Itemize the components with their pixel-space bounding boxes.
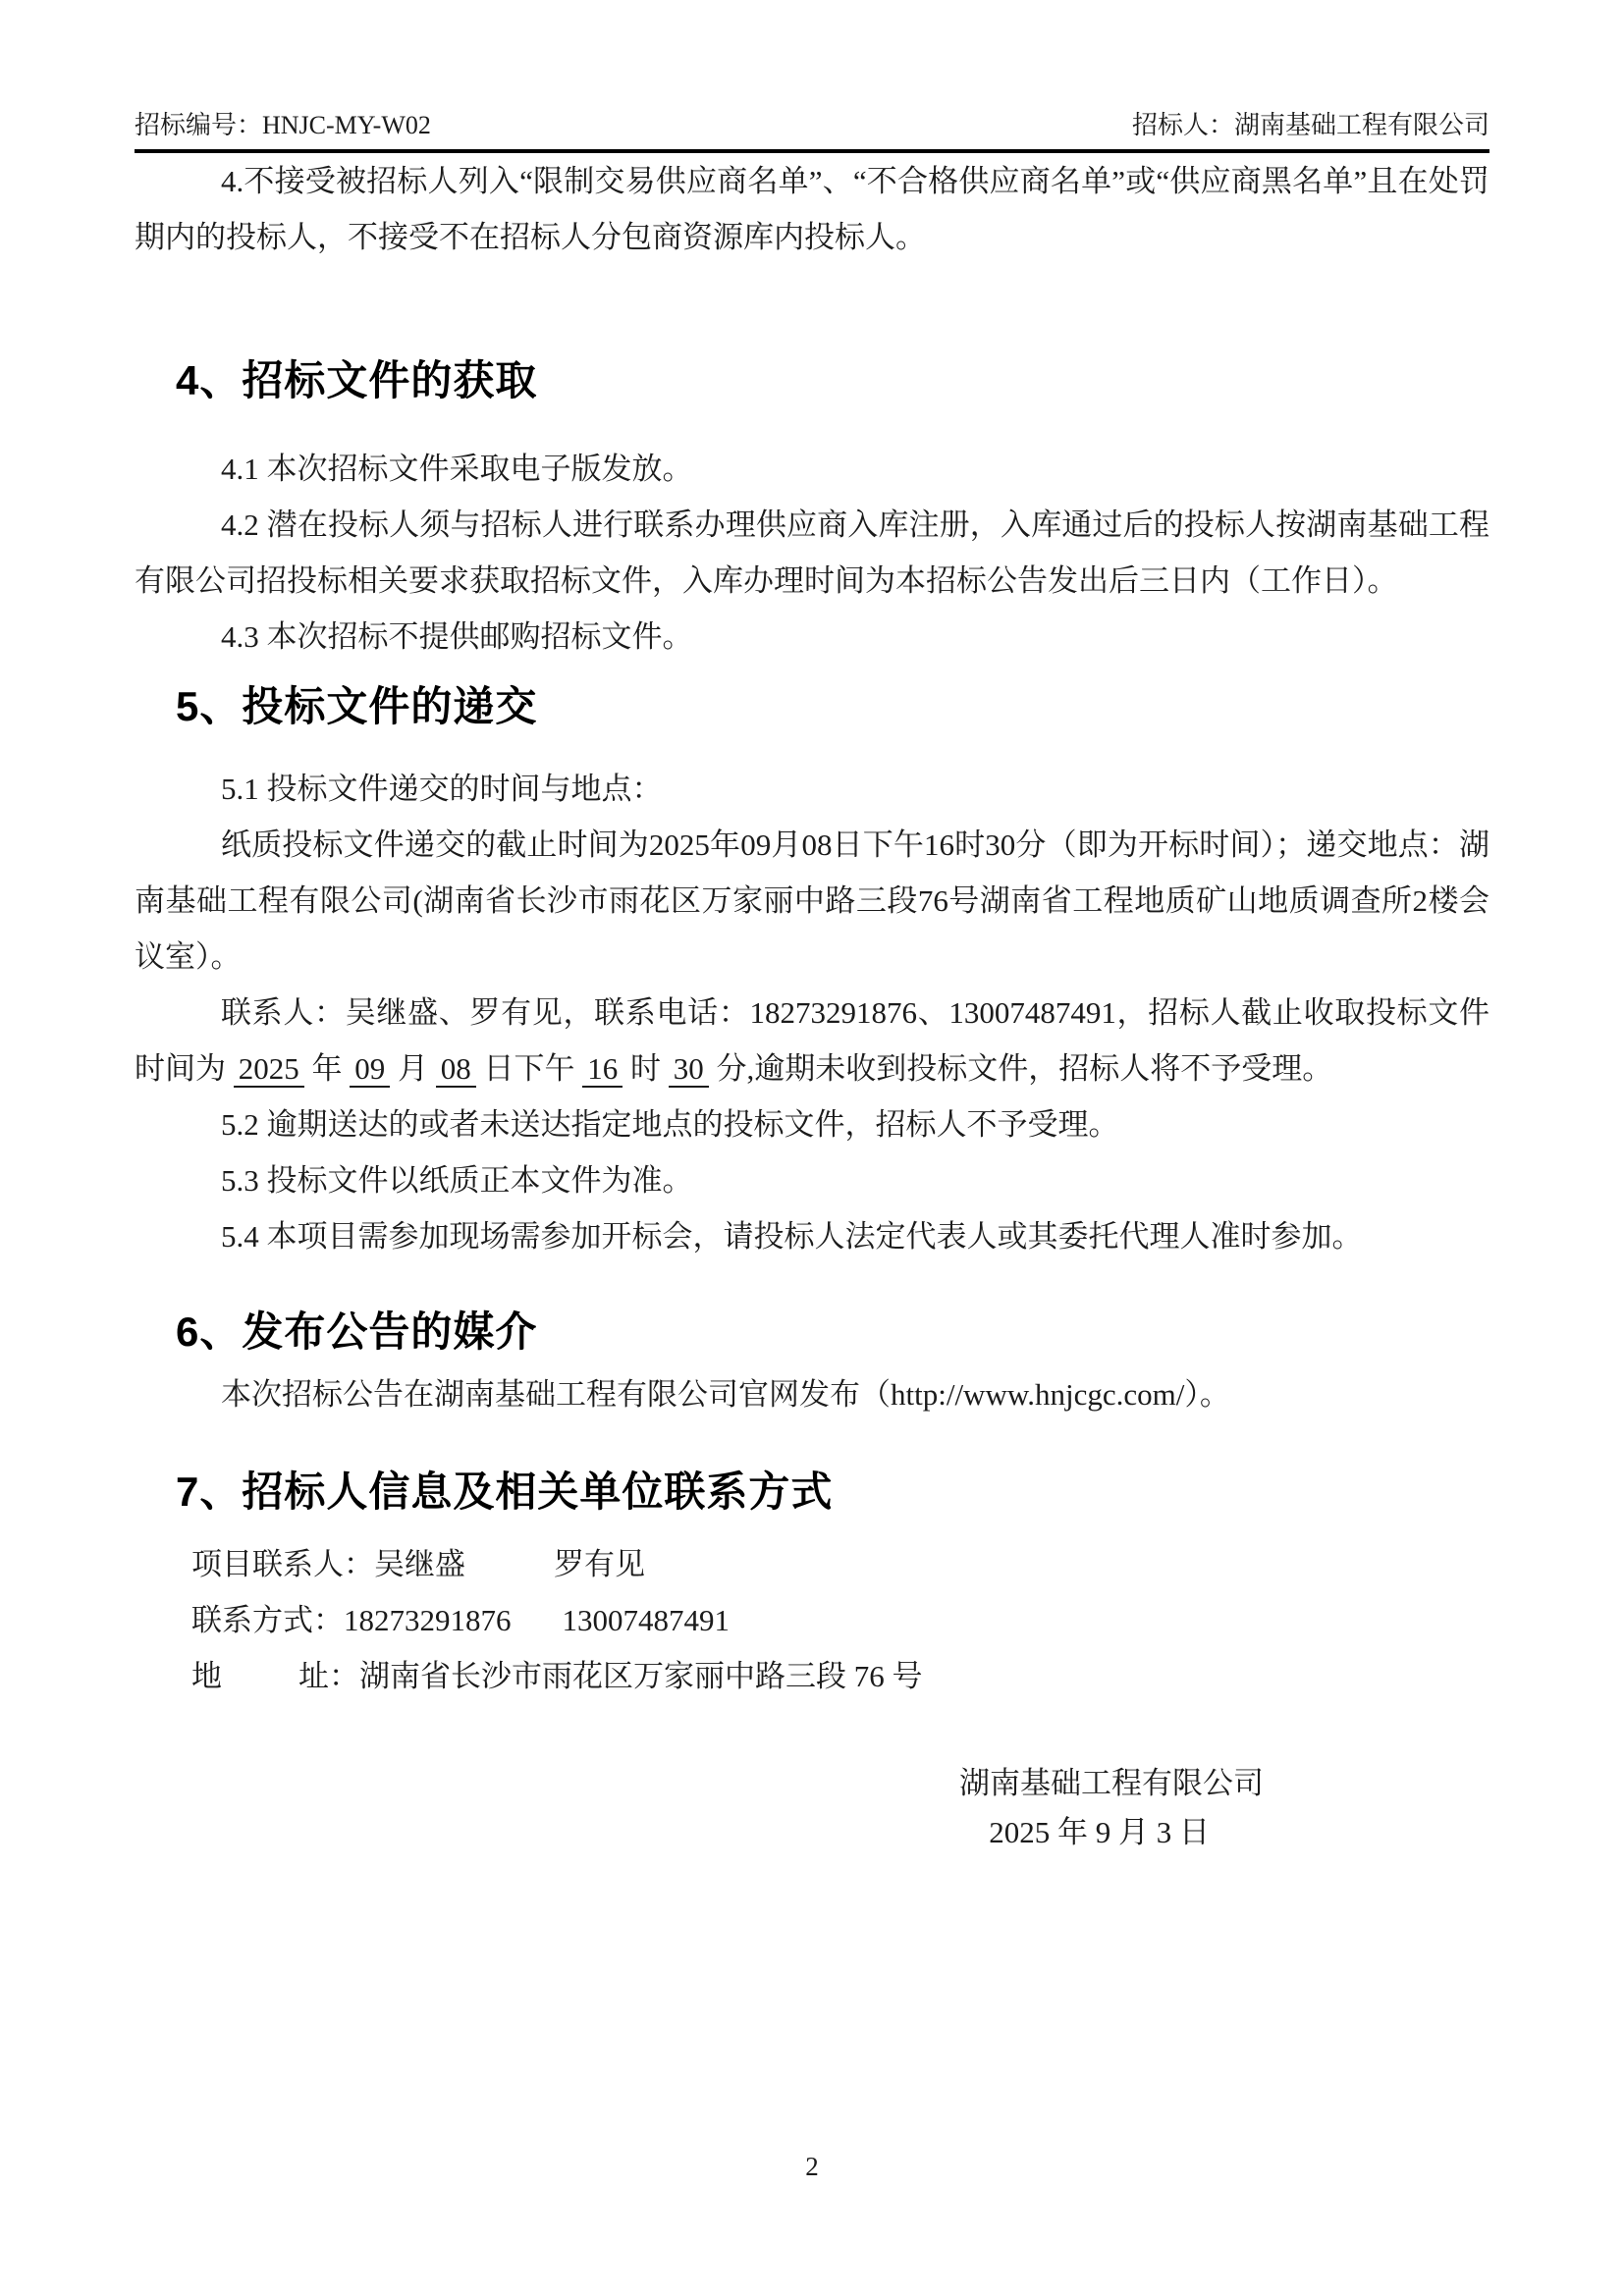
- intro-paragraph: 4.不接受被招标人列入“限制交易供应商名单”、“不合格供应商名单”或“供应商黑名单”且在处罚期内的投标人，不接受不在招标人分包商资源库内投标人。: [135, 164, 1489, 254]
- contact-phone-1: 18273291876: [344, 1603, 512, 1637]
- header-tender-number: 招标编号：HNJC-MY-W02: [135, 111, 431, 139]
- page-header: [135, 110, 1489, 153]
- project-contact-label: 项目联系人：: [191, 1547, 374, 1581]
- section-5-heading: 5、投标文件的递交: [176, 683, 538, 729]
- contact-phone-2: 13007487491: [562, 1603, 730, 1637]
- para-6-1: 本次招标公告在湖南基础工程有限公司官网发布（http://www.hnjcgc.com/）。: [221, 1377, 1230, 1412]
- deadline-sep-day: 日下午: [475, 1051, 583, 1086]
- header-tenderer-name: 招标人：湖南基础工程有限公司: [1131, 111, 1489, 139]
- deadline-hour: 16: [582, 1051, 623, 1088]
- para-5-3: 5.3 投标文件以纸质正本文件为准。: [221, 1163, 693, 1198]
- deadline-day: 08: [436, 1051, 476, 1088]
- page-number: 2: [805, 2152, 819, 2181]
- address-label-b: 址：: [298, 1659, 359, 1693]
- para-5-4: 5.4 本项目需参加现场需参加开标会，请投标人法定代表人或其委托代理人准时参加。: [221, 1219, 1363, 1254]
- deadline-month: 09: [350, 1051, 390, 1088]
- document-body: [135, 153, 1489, 1857]
- contact-phone-label: 联系方式：: [191, 1603, 344, 1637]
- signature-company: 湖南基础工程有限公司: [959, 1766, 1264, 1800]
- para-4-3: 4.3 本次招标不提供邮购招标文件。: [221, 619, 693, 654]
- address-label-a: 地: [191, 1659, 222, 1693]
- contact-deadline-text: 联系人：吴继盛、罗有见，联系电话：18273291876、13007487491，招标人截止收取投标文件时间为: [135, 995, 1489, 1086]
- project-contact-name-1: 吴继盛: [374, 1547, 465, 1581]
- para-5-1: 5.1 投标文件递交的时间与地点：: [221, 772, 663, 806]
- deadline-sep-year: 年: [303, 1051, 351, 1086]
- para-5-2: 5.2 逾期送达的或者未送达指定地点的投标文件，招标人不予受理。: [221, 1107, 1119, 1142]
- deadline-tail-text: 分,逾期未收到投标文件，招标人将不予受理。: [708, 1051, 1333, 1086]
- deadline-sep-hour: 时: [623, 1051, 669, 1086]
- contact-phone-row: [135, 1592, 1489, 1648]
- project-contact-row: [135, 1536, 1489, 1592]
- para-4-1: 4.1 本次招标文件采取电子版发放。: [221, 452, 693, 486]
- deadline-sep-month: 月: [390, 1051, 436, 1086]
- para-5-submission-deadline: 纸质投标文件递交的截止时间为2025年09月08日下午16时30分（即为开标时间）；递交地点：湖南基础工程有限公司(湖南省长沙市雨花区万家丽中路三段76号湖南省工程地质矿山地质调查所2楼会议室）。: [135, 828, 1489, 974]
- deadline-year: 2025: [234, 1051, 304, 1088]
- section-6-heading: 6、发布公告的媒介: [176, 1308, 538, 1355]
- signature-date: 2025 年 9 月 3 日: [989, 1815, 1210, 1849]
- signature-block: [135, 1759, 1489, 1857]
- project-contact-name-2: 罗有见: [554, 1547, 645, 1581]
- address-row: [135, 1648, 1489, 1704]
- address-value: 湖南省长沙市雨花区万家丽中路三段 76 号: [359, 1659, 923, 1693]
- para-4-2: 4.2 潜在投标人须与招标人进行联系办理供应商入库注册，入库通过后的投标人按湖南基础工程有限公司招投标相关要求获取招标文件，入库办理时间为本招标公告发出后三日内（工作日）。: [135, 507, 1489, 598]
- deadline-minute: 30: [669, 1051, 709, 1088]
- section-7-heading: 7、招标人信息及相关单位联系方式: [176, 1468, 834, 1515]
- para-5-contact-deadline: [135, 985, 1489, 1096]
- section-4-heading: 4、招标文件的获取: [176, 357, 538, 403]
